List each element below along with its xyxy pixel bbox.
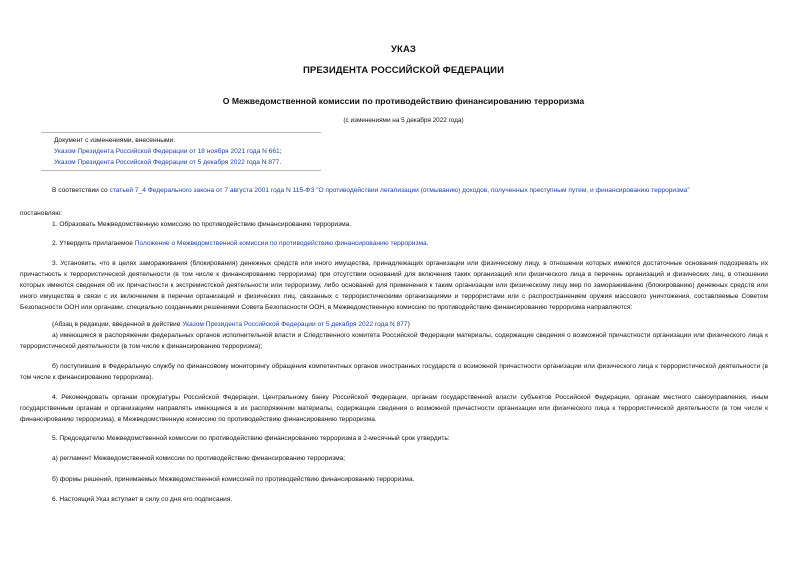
paragraph-6: 6. Настоящий Указ вступает в силу со дня его подписания. — [52, 496, 233, 503]
decree-title: УКАЗ — [391, 44, 416, 55]
paragraph-3: 3. Установить, что в целях замораживания (блокирования) денежных средств или иного имущества, принадлежащих организации или физическому лицу, в отношении которых имеются достаточные основания подозревать их причастность к террористической деятельности (в том числе к финансированию терроризма) при отсутствии оснований для включения таких организаций или физического лица в перечень организаций и физических лиц, в отношении которых имеются сведения об их причастности к экстремистской деятельности или терроризму, либо оснований для применения к таким организации или физическому лицу мер по замораживанию (блокированию) денежных средств или иного имущества в связи с их включением в перечни организаций и физических лиц, связанных с террористическими организациями и террористами или с распространением оружия массового уничтожения, составляемые Советом Безопасности ООН или органами, специально созданными решениями Совета Безопасности ООН, в Межведомственную комиссию по противодействию финансированию терроризма направляются: — [20, 260, 768, 311]
paragraph-3a: а) имеющиеся в распоряжении федеральных органов исполнительной власти и Следственного комитета Российской Федерации материалы, содержащие сведения о возможной причастности организации или физического лица к террористической деятельности (в том числе к финансированию терроризма); — [20, 332, 768, 350]
amendments-note — [54, 135, 282, 168]
preamble-prefix: В соответствии со — [52, 187, 110, 194]
note-divider-top — [41, 132, 321, 133]
decree-subject: О Межведомственной комиссии по противодействию финансированию терроризма — [222, 96, 585, 106]
paragraph-4: 4. Рекомендовать органам прокуратуры Российской Федерации, Центральному банку Российской Федерации, органам государственной власти субъектов Российской Федерации, органам местного самоуправления, иным государственным органам и организациям направлять имеющиеся в их распоряжении материалы, содержащие сведения о возможной причастности организации или физического лица к террористической деятельности (в том числе к финансированию терроризма), в Межведомственную комиссию по противодействию финансированию терроризма. — [20, 394, 768, 423]
preamble — [20, 185, 768, 196]
amendments-intro: Документ с изменениями, внесенными: — [54, 137, 176, 144]
paragraph-2-suffix: . — [426, 240, 429, 247]
paragraph-3b: б) поступившие в Федеральную службу по финансовому мониторингу обращения компетентных органов иностранных государств о возможной причастности организации или физического лица к террористической деятельности (в том числе к финансированию терроризма). — [20, 363, 768, 381]
paragraph-5a: а) регламент Межведомственной комиссии по противодействию финансированию терроризма; — [52, 455, 346, 462]
paragraph-5: 5. Председателю Межведомственной комиссии по противодействию финансированию терроризма в 2-месячный срок утвердить: — [52, 435, 450, 442]
paragraph-3-edit-note — [20, 319, 768, 330]
decree-issuer: ПРЕЗИДЕНТА РОССИЙСКОЙ ФЕДЕРАЦИИ — [302, 65, 505, 76]
changes-note: (с изменениями на 5 декабря 2022 года) — [343, 117, 464, 124]
regulation-link[interactable]: Положение о Межведомственной комиссии по противодействию финансированию терроризма — [134, 240, 427, 247]
amendment-link-877[interactable]: Указом Президента Российской Федерации от 5 декабря 2022 года N 877 — [54, 159, 280, 166]
paragraph-5b: б) формы решений, принимаемых Межведомственной комиссией по противодействию финансированию терроризма. — [52, 476, 415, 483]
law-article-link[interactable]: статьей 7_4 Федерального закона от 7 августа 2001 года N 115-ФЗ "О противодействии легализации (отмыванию) доходов, полученных преступным путем, и финансированию терроризма" — [109, 187, 690, 194]
paragraph-1: 1. Образовать Межведомственную комиссию по противодействию финансированию терроризма. — [52, 221, 352, 228]
amendment-line-2 — [54, 157, 282, 168]
edit-note-link[interactable]: Указом Президента Российской Федерации от 5 декабря 2022 года N 877 — [182, 321, 408, 328]
note-divider-bottom — [41, 170, 321, 171]
paragraph-2 — [20, 238, 768, 249]
paragraph-2-prefix: 2. Утвердить прилагаемое — [52, 240, 135, 247]
edit-note-prefix: (Абзац в редакции, введенной в действие — [52, 321, 183, 328]
amendment-sep-1: ; — [279, 148, 282, 155]
amendment-link-661[interactable]: Указом Президента Российской Федерации от 18 ноября 2021 года N 661 — [54, 148, 280, 155]
amendment-sep-2: . — [279, 159, 282, 166]
edit-note-suffix: ) — [407, 321, 410, 328]
resolve-line: постановляю: — [20, 210, 63, 217]
amendment-line-1 — [54, 146, 282, 157]
